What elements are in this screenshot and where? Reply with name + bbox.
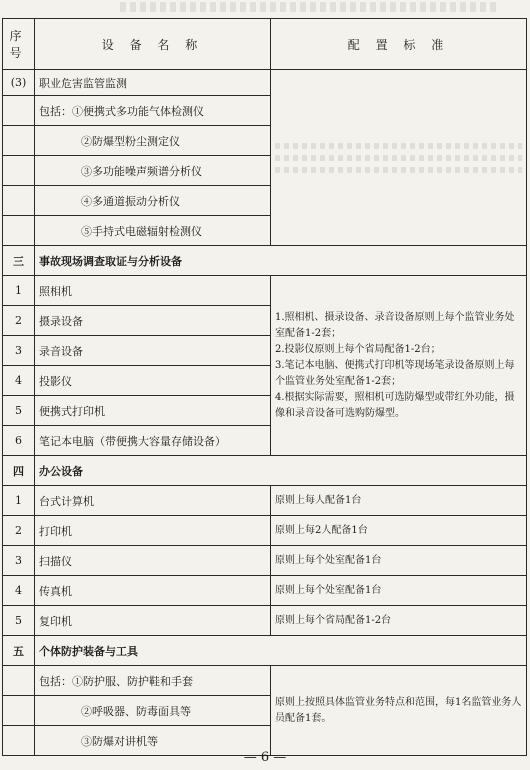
row-std: 原则上每个处室配备1台 — [271, 546, 527, 576]
row-no: 6 — [3, 426, 35, 456]
row-name: ③防爆对讲机等 — [35, 726, 271, 756]
page-number: — 6 — — [243, 750, 287, 765]
table-row — [3, 516, 527, 546]
table-row — [3, 486, 527, 516]
row-no: 5 — [3, 606, 35, 636]
row-no: 1 — [3, 486, 35, 516]
row-name: 照相机 — [35, 276, 271, 306]
row-no: 四 — [3, 456, 35, 486]
row-name: 职业危害监管监测 — [35, 70, 271, 96]
table-row — [3, 666, 527, 696]
table-row — [3, 546, 527, 576]
section-title: 办公设备 — [35, 456, 527, 486]
row-name: 台式计算机 — [35, 486, 271, 516]
row-name: 笔记本电脑（带便携大容量存储设备） — [35, 426, 271, 456]
section-row — [3, 456, 527, 486]
row-name: 复印机 — [35, 606, 271, 636]
row-no: 五 — [3, 636, 35, 666]
row-name: 扫描仪 — [35, 546, 271, 576]
ppe-std-cell: 原则上按照具体监管业务特点和范围，每1名监管业务人员配备1套。 — [271, 666, 527, 756]
row-no: 4 — [3, 366, 35, 396]
bleed-through-text — [275, 143, 522, 149]
col-header-name: 设 备 名 称 — [35, 19, 271, 70]
row-name: 摄录设备 — [35, 306, 271, 336]
table-row — [3, 276, 527, 306]
row-name: 打印机 — [35, 516, 271, 546]
row-name: 包括：①便携式多功能气体检测仪 — [35, 96, 271, 126]
row-name: ⑤手持式电磁辐射检测仪 — [35, 216, 271, 246]
bleed-through-header — [120, 2, 500, 12]
row-std: 原则上每个处室配备1台 — [271, 576, 527, 606]
row-no: 三 — [3, 246, 35, 276]
row-std: 原则上每人配备1台 — [271, 486, 527, 516]
table-row — [3, 576, 527, 606]
table-row — [3, 606, 527, 636]
section-title: 个体防护装备与工具 — [35, 636, 527, 666]
row-name: 便携式打印机 — [35, 396, 271, 426]
section-row — [3, 246, 527, 276]
row-no: 2 — [3, 516, 35, 546]
bleed-through-text — [275, 167, 522, 173]
row-std: 原则上每个省局配备1-2台 — [271, 606, 527, 636]
hazard-std-cell — [271, 70, 527, 246]
row-name: 录音设备 — [35, 336, 271, 366]
row-name: ②呼吸器、防毒面具等 — [35, 696, 271, 726]
row-name: 投影仪 — [35, 366, 271, 396]
row-no: 2 — [3, 306, 35, 336]
table-row — [3, 70, 527, 96]
table-header-row — [3, 19, 527, 70]
row-name: 传真机 — [35, 576, 271, 606]
evidence-std-cell: 1.照相机、摄录设备、录音设备原则上每个监管业务处室配备1-2套； 2.投影仪原则上每个省局配备1-2台； 3.笔记本电脑、便携式打印机等现场笔录设备原则上每个监管业务处室配备1-2套； 4.根据实际需要，照相机可选防爆型或带红外功能，摄像和录音设备可选购防爆型。 — [271, 276, 527, 456]
col-header-no: 序号 — [3, 19, 35, 70]
equipment-config-table — [2, 18, 527, 756]
row-name: ④多通道振动分析仪 — [35, 186, 271, 216]
section-row — [3, 636, 527, 666]
bleed-through-text — [275, 155, 522, 161]
row-no: 4 — [3, 576, 35, 606]
row-no: 1 — [3, 276, 35, 306]
row-name: ②防爆型粉尘测定仪 — [35, 126, 271, 156]
row-no: 3 — [3, 336, 35, 366]
col-header-std: 配 置 标 准 — [271, 19, 527, 70]
row-std: 原则上每2人配备1台 — [271, 516, 527, 546]
section-title: 事故现场调查取证与分析设备 — [35, 246, 527, 276]
row-no: 3 — [3, 546, 35, 576]
row-no: 5 — [3, 396, 35, 426]
row-name: 包括：①防护服、防护鞋和手套 — [35, 666, 271, 696]
row-name: ③多功能噪声频谱分析仪 — [35, 156, 271, 186]
row-no: (3) — [3, 70, 35, 96]
